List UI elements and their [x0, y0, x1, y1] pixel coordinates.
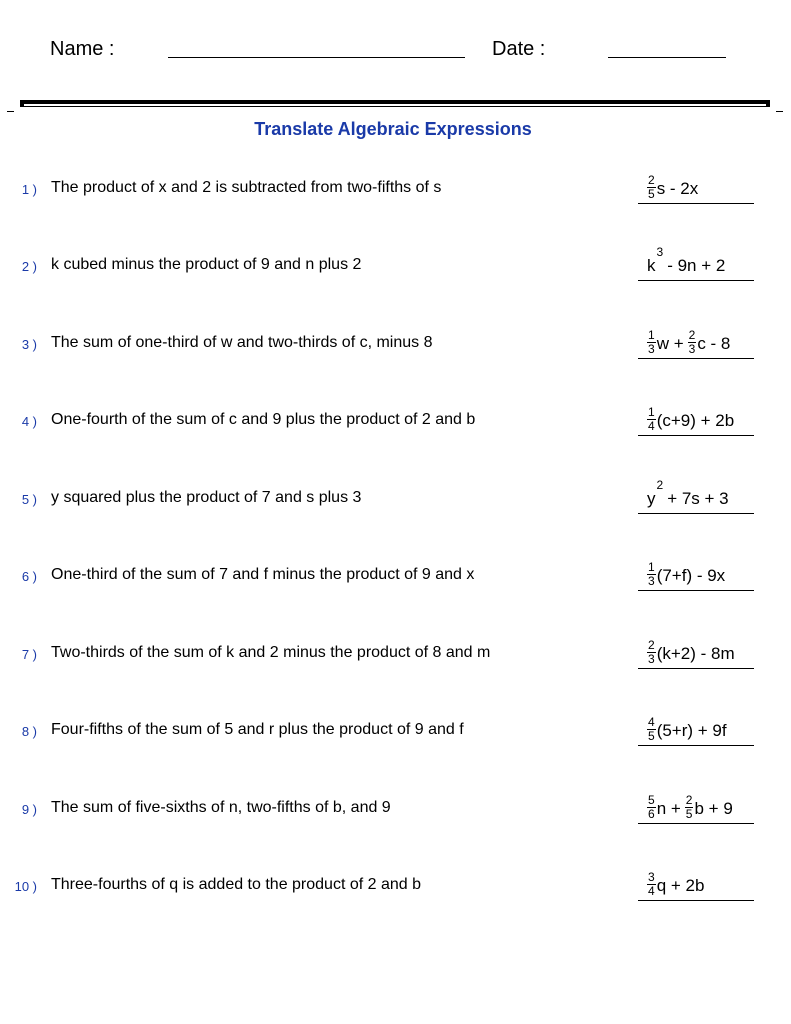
fraction-numerator: 2 — [688, 328, 696, 342]
header-divider-thin — [20, 106, 770, 107]
problem-item — [0, 708, 791, 748]
answer-line[interactable] — [638, 745, 754, 746]
fraction-denominator: 3 — [648, 342, 655, 356]
problem-number: 10 ) — [14, 879, 37, 894]
problem-text: One-fourth of the sum of c and 9 plus the product of 2 and b — [51, 411, 476, 428]
answer-exponent: 3 — [656, 245, 664, 259]
answer-term: w + — [656, 334, 684, 353]
problem-text: Four-fifths of the sum of 5 and r plus the product of 9 and f — [51, 721, 464, 738]
problem-text: Two-thirds of the sum of k and 2 minus the product of 8 and m — [51, 644, 491, 661]
problem-item — [0, 553, 791, 593]
problem-number: 8 ) — [21, 724, 37, 739]
answer-fraction — [647, 794, 656, 821]
fraction-numerator: 2 — [648, 173, 655, 187]
name-label: Name : — [50, 38, 115, 60]
answer-fraction — [685, 794, 694, 821]
problem-item — [0, 631, 791, 671]
problem-item — [0, 166, 791, 206]
answer-term: (k+2) - 8m — [656, 644, 735, 663]
fraction-numerator: 4 — [648, 715, 655, 729]
answer-term: s - 2x — [656, 179, 699, 198]
problem-number: 6 ) — [21, 569, 37, 584]
problem-item — [0, 398, 791, 438]
worksheet-title: Translate Algebraic Expressions — [254, 119, 532, 139]
answer-line[interactable] — [638, 823, 754, 824]
problem-text: The product of x and 2 is subtracted from two-fifths of s — [51, 179, 442, 196]
answer-expression — [647, 476, 729, 510]
fraction-denominator: 5 — [648, 187, 655, 201]
fraction-numerator: 2 — [648, 638, 655, 652]
answer-expression — [647, 708, 727, 742]
answer-expression — [647, 863, 704, 897]
answer-line[interactable] — [638, 203, 754, 204]
answer-fraction — [647, 406, 656, 433]
answer-expression — [647, 631, 735, 665]
answer-fraction — [647, 561, 656, 588]
problem-text: y squared plus the product of 7 and s plus 3 — [51, 489, 362, 506]
problem-text: Three-fourths of q is added to the product of 2 and b — [51, 876, 422, 893]
divider-end-left — [20, 100, 24, 107]
answer-line[interactable] — [638, 900, 754, 901]
answer-term: + 7s + 3 — [667, 489, 729, 508]
problem-number: 9 ) — [21, 802, 37, 817]
problem-text: The sum of five-sixths of n, two-fifths of b, and 9 — [51, 799, 391, 816]
answer-expression — [647, 553, 725, 587]
answer-line[interactable] — [638, 280, 754, 281]
fraction-denominator: 5 — [685, 807, 693, 821]
fraction-numerator: 5 — [648, 793, 655, 807]
fraction-numerator: 2 — [685, 793, 693, 807]
problem-number: 1 ) — [21, 182, 37, 197]
problem-text: One-third of the sum of 7 and f minus the product of 9 and x — [51, 566, 475, 583]
answer-fraction — [688, 329, 697, 356]
answer-line[interactable] — [638, 513, 754, 514]
fraction-denominator: 3 — [688, 342, 696, 356]
answer-fraction — [647, 716, 656, 743]
answer-term: (7+f) - 9x — [656, 566, 726, 585]
answer-term: - 9n + 2 — [667, 256, 726, 275]
name-field-line[interactable] — [168, 57, 465, 58]
answer-fraction — [647, 639, 656, 666]
problem-text: k cubed minus the product of 9 and n plus 2 — [51, 256, 362, 273]
problem-number: 3 ) — [21, 337, 37, 352]
problem-text: The sum of one-third of w and two-thirds of c, minus 8 — [51, 334, 433, 351]
answer-base: k — [647, 256, 656, 275]
fraction-denominator: 3 — [648, 652, 655, 666]
fraction-denominator: 4 — [648, 419, 655, 433]
fraction-numerator: 1 — [648, 560, 655, 574]
problem-number: 7 ) — [21, 647, 37, 662]
header-divider-thick — [20, 100, 770, 104]
fraction-denominator: 3 — [648, 574, 655, 588]
answer-line[interactable] — [638, 435, 754, 436]
fraction-denominator: 5 — [648, 729, 655, 743]
fraction-numerator: 3 — [648, 870, 655, 884]
fraction-numerator: 1 — [648, 405, 655, 419]
problem-item — [0, 243, 791, 283]
problem-number: 2 ) — [21, 259, 37, 274]
answer-fraction — [647, 174, 656, 201]
answer-expression — [647, 321, 730, 355]
answer-term: (5+r) + 9f — [656, 721, 727, 740]
date-field-line[interactable] — [608, 57, 726, 58]
answer-term: (c+9) + 2b — [656, 411, 735, 430]
answer-base: y — [647, 489, 656, 508]
problem-item — [0, 863, 791, 903]
date-label: Date : — [492, 38, 546, 60]
answer-expression — [647, 786, 733, 820]
problem-number: 5 ) — [21, 492, 37, 507]
answer-fraction — [647, 871, 656, 898]
fraction-denominator: 6 — [648, 807, 655, 821]
answer-fraction — [647, 329, 656, 356]
answer-term: n + — [656, 799, 681, 818]
answer-expression — [647, 243, 725, 277]
margin-tick-right — [776, 111, 783, 112]
answer-expression — [647, 166, 698, 200]
problem-item — [0, 476, 791, 516]
fraction-denominator: 4 — [648, 884, 655, 898]
divider-end-right — [766, 100, 770, 107]
problem-item — [0, 786, 791, 826]
answer-line[interactable] — [638, 668, 754, 669]
margin-tick-left — [7, 111, 14, 112]
answer-term: q + 2b — [656, 876, 705, 895]
answer-term: c - 8 — [697, 334, 731, 353]
answer-line[interactable] — [638, 358, 754, 359]
problem-number: 4 ) — [21, 414, 37, 429]
fraction-numerator: 1 — [648, 328, 655, 342]
answer-expression — [647, 398, 734, 432]
answer-line[interactable] — [638, 590, 754, 591]
answer-term: b + 9 — [694, 799, 733, 818]
answer-exponent: 2 — [656, 478, 664, 492]
problem-item — [0, 321, 791, 361]
